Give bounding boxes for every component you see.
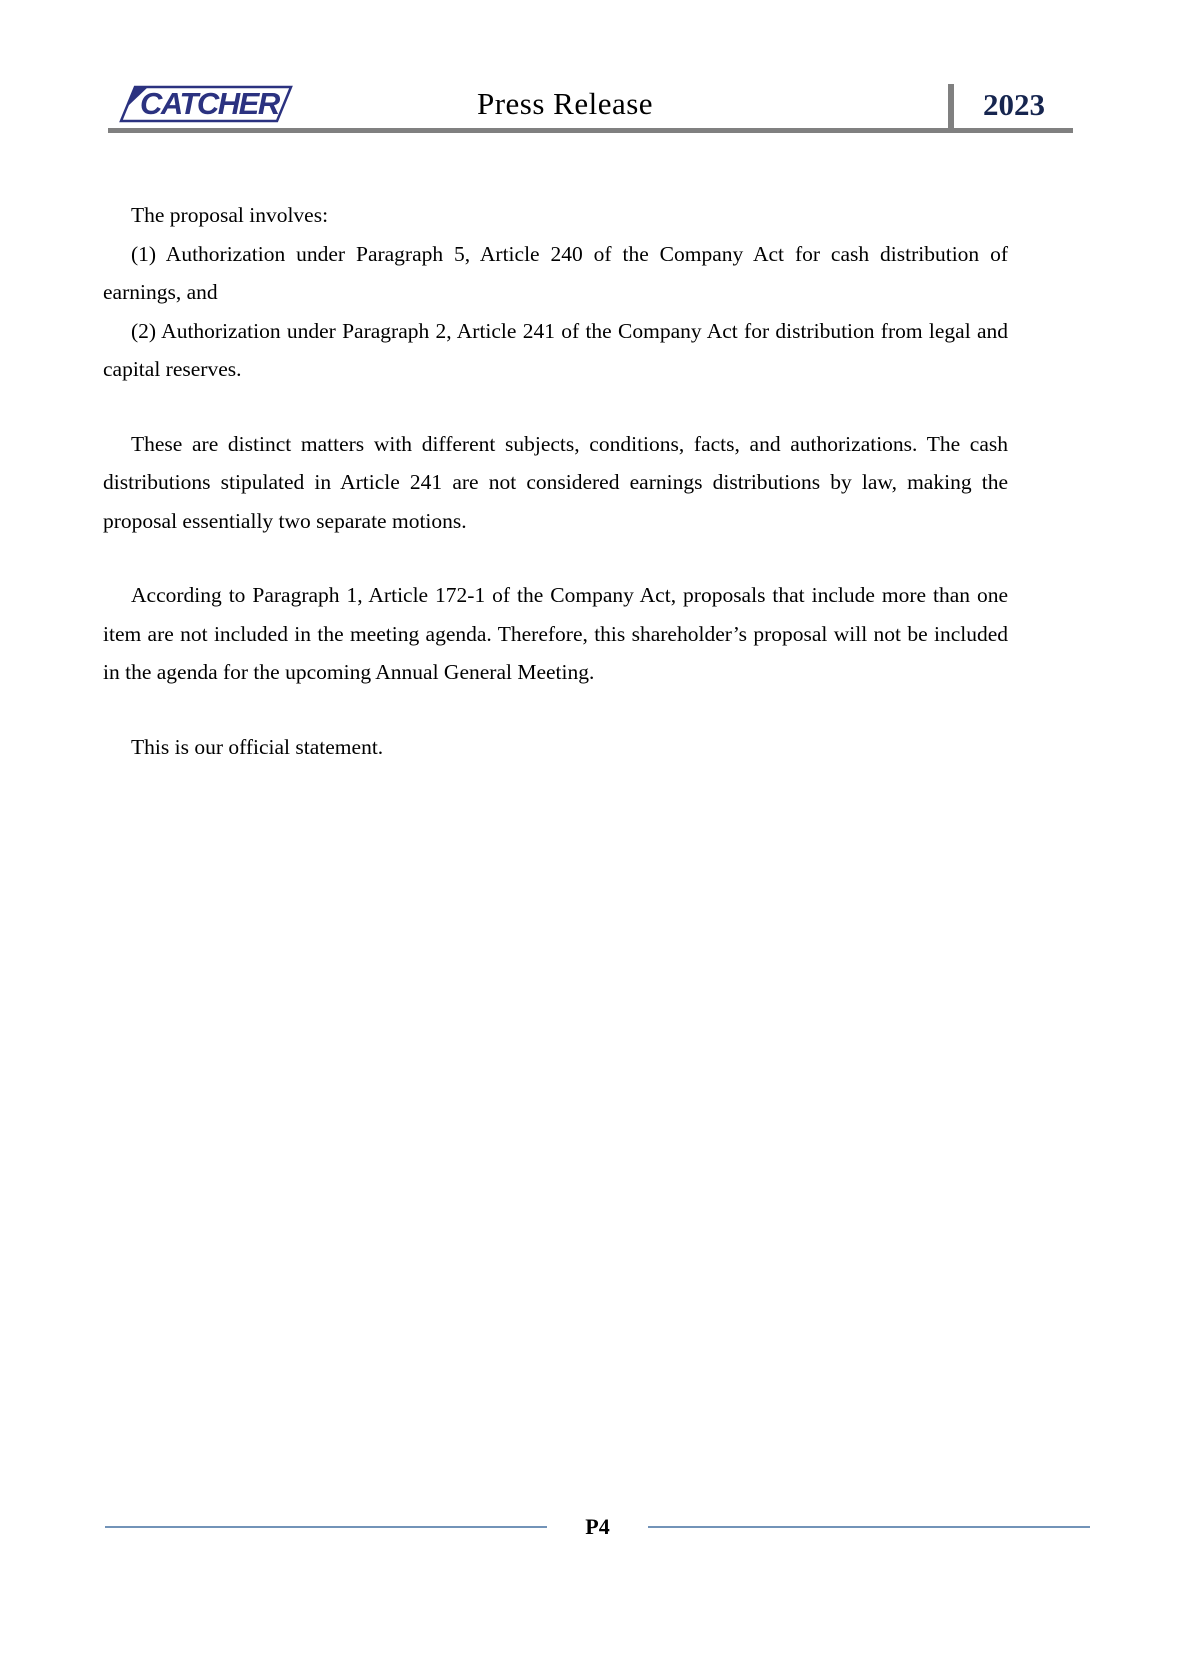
page-footer <box>105 1512 1090 1542</box>
paragraph-item-2: (2) Authorization under Paragraph 2, Article 241 of the Company Act for distribution from legal and capital reserves. <box>103 318 1008 381</box>
paragraph-official-statement: This is our official statement. <box>131 734 384 759</box>
paragraph-article-172-1: According to Paragraph 1, Article 172-1 of the Company Act, proposals that include more than one item are not included in the meeting agenda. Therefore, this shareholder’s proposal will not be included in the agenda for the upcoming Annual General Meeting. <box>103 583 1008 684</box>
header-divider-bar <box>948 84 954 133</box>
header-rule <box>108 128 1073 133</box>
document-body <box>103 196 1008 766</box>
paragraph-distinct-matters: These are distinct matters with different subjects, conditions, facts, and authorizations. The cash distributions stipulated in Article 241 are not considered earnings distributions by law, making the proposal essentially two separate motions. <box>103 431 1008 533</box>
page-title: Press Release <box>476 86 654 121</box>
logo-text: CATCHER <box>140 86 279 121</box>
footer-line-right <box>648 1526 1090 1528</box>
header-year: 2023 <box>983 87 1045 122</box>
paragraph-proposal-involves: The proposal involves: <box>131 203 329 227</box>
page-number: P4 <box>585 1514 610 1539</box>
paragraph-item-1: (1) Authorization under Paragraph 5, Article 240 of the Company Act for cash distribution of earnings, and <box>103 241 1008 304</box>
footer-line-left <box>105 1526 547 1528</box>
